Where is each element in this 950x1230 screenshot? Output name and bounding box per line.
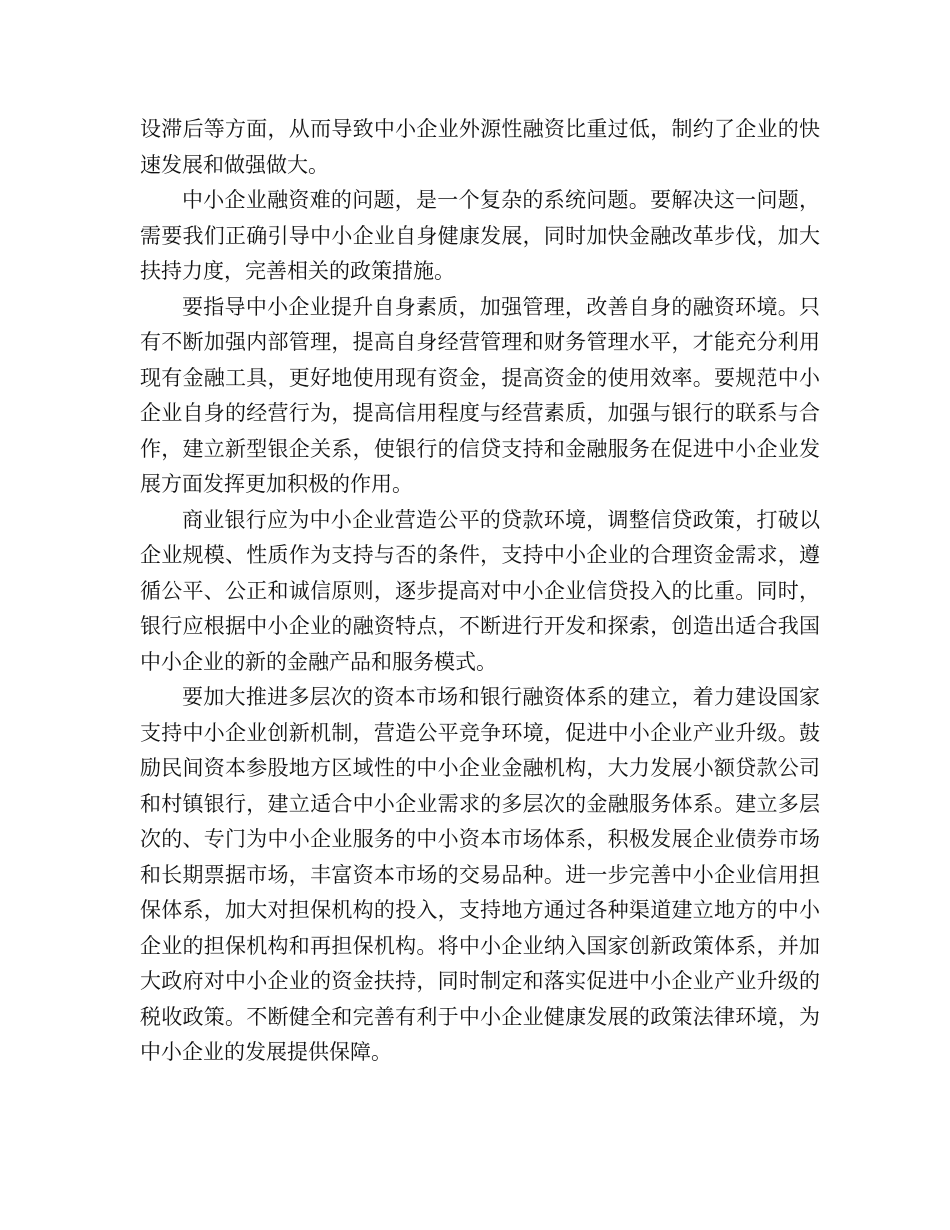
paragraph-capital-market: 要加大推进多层次的资本市场和银行融资体系的建立，着力建设国家支持中小企业创新机制，营造公平竞争环境，促进中小企业产业升级。鼓励民间资本参股地方区域性的中小企业金融机构，大力发展小额贷款公司和村镇银行，建立适合中小企业需求的多层次的金融服务体系。建立多层次的、专门为中小企业服务的中小资本市场体系，积极发展企业债券市场和长期票据市场，丰富资本市场的交易品种。进一步完善中小企业信用担保体系，加大对担保机构的投入，支持地方通过各种渠道建立地方的中小企业的担保机构和再担保机构。将中小企业纳入国家创新政策体系，并加大政府对中小企业的资金扶持，同时制定和落实促进中小企业产业升级的税收政策。不断健全和完善有利于中小企业健康发展的政策法律环境，为中小企业的发展提供保障。 <box>140 685 820 1064</box>
paragraph-financing-problem: 中小企业融资难的问题，是一个复杂的系统问题。要解决这一问题，需要我们正确引导中小企业自身健康发展，同时加快金融改革步伐，加大扶持力度，完善相关的政策措施。 <box>140 188 820 283</box>
document-body <box>140 112 820 1071</box>
paragraph-continuation: 设滞后等方面，从而导致中小企业外源性融资比重过低，制约了企业的快速发展和做强做大。 <box>140 117 820 177</box>
paragraph-enterprise-quality: 要指导中小企业提升自身素质，加强管理，改善自身的融资环境。只有不断加强内部管理，提高自身经营管理和财务管理水平，才能充分利用现有金融工具，更好地使用现有资金，提高资金的使用效率。要规范中小企业自身的经营行为，提高信用程度与经营素质，加强与银行的联系与合作，建立新型银企关系，使银行的信贷支持和金融服务在促进中小企业发展方面发挥更加积极的作用。 <box>140 294 820 496</box>
paragraph-commercial-banks: 商业银行应为中小企业营造公平的贷款环境，调整信贷政策，打破以企业规模、性质作为支持与否的条件，支持中小企业的合理资金需求，遵循公平、公正和诚信原则，逐步提高对中小企业信贷投入的比重。同时，银行应根据中小企业的融资特点，不断进行开发和探索，创造出适合我国中小企业的新的金融产品和服务模式。 <box>140 507 820 674</box>
